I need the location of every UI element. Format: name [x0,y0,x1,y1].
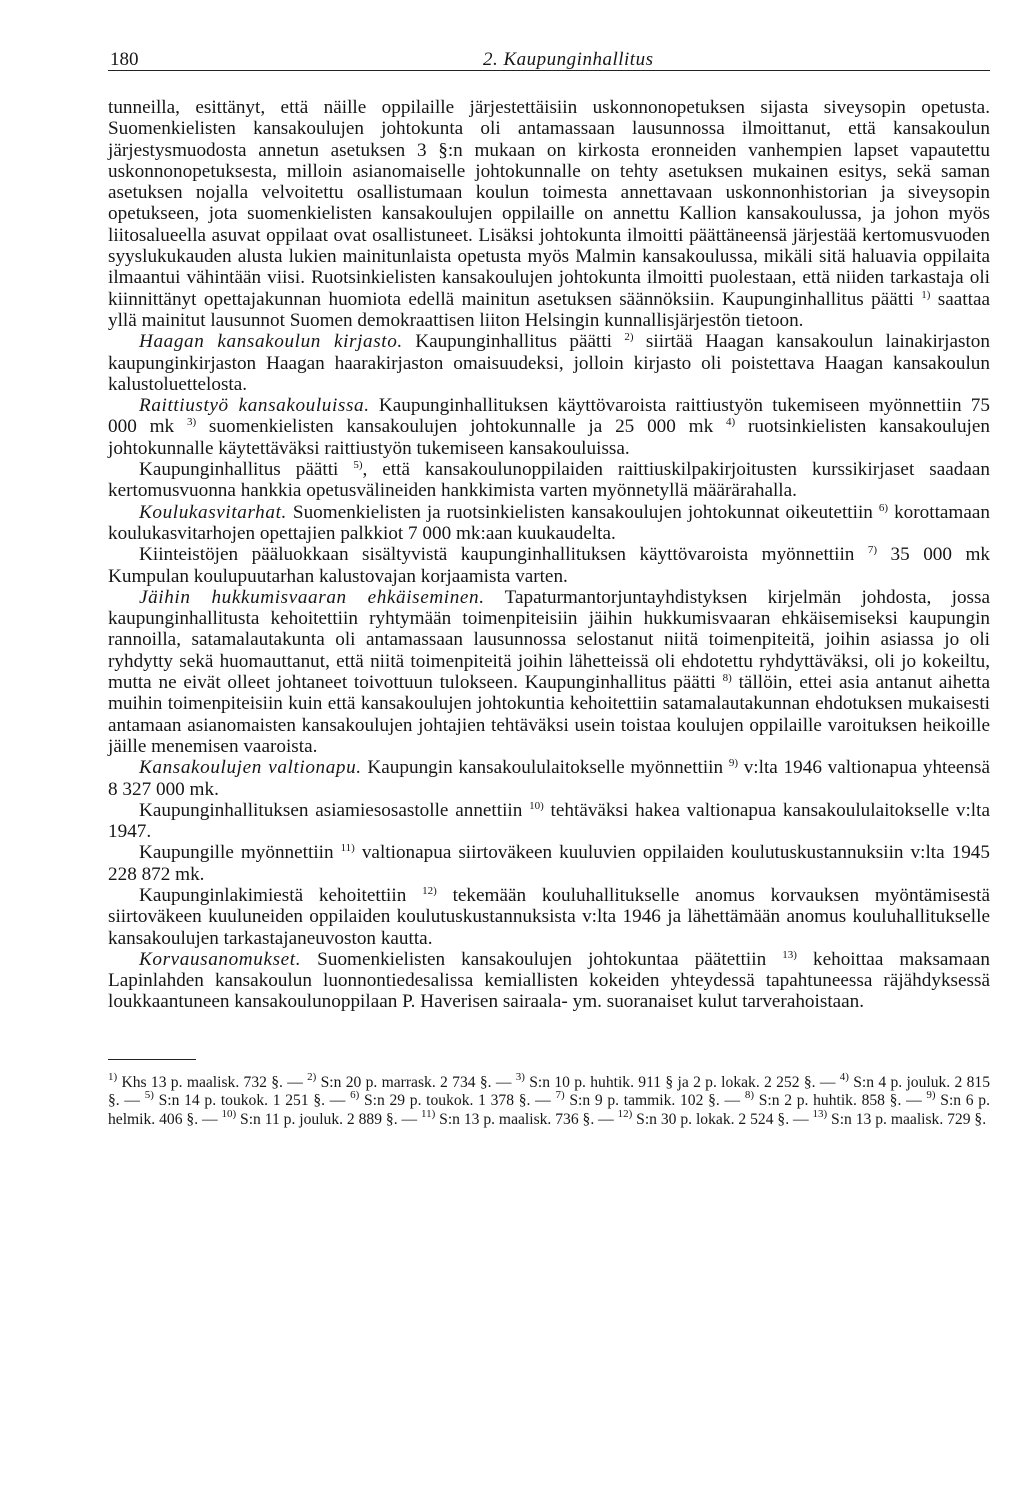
footnote-paragraph [108,1070,991,1130]
text-run: S:n 2 p. huhtik. 858 §. — [753,1092,927,1110]
paragraph [108,885,990,949]
text-run: S:n 13 p. maalisk. 729 §. [827,1110,987,1128]
text-run: S:n 20 p. marrask. 2 734 §. — [316,1073,516,1091]
text-run: Kaupunginhallituksen asiamiesosastolle annettiin [139,799,530,821]
section-heading: Kansakoulujen valtionapu. [139,757,362,779]
running-head [108,38,990,71]
text-run: tekemään kouluhallitukselle anomus korvauksen myöntämisestä siirtoväkeen kuuluneiden oppilaiden koulutuskustannuksista v:lta 1946 ja lähettämään anomus kouluhallitukselle kansakoulujen tarkastajaneuvoston kautta. [108,884,990,949]
text-run: 35 000 mk Kumpulan koulupuutarhan kalustovajan korjaamista varten. [108,544,990,587]
footnote-ref: 13) [782,948,797,961]
text-run: Kaupungille myönnettiin [139,842,341,864]
text-run: Khs 13 p. maalisk. 732 §. — [117,1073,308,1091]
text-run: kehoittaa maksamaan Lapinlahden kansakoulun luonnontiedesalissa kemiallisten kokeiden yhteydessä tapahtuneessa räjähdyksessä loukkaantuneen kansakoulunoppilaan P. Haverisen sairaala- ym. suoranaiset kulut tarverahoistaan. [108,948,990,1013]
text-run: S:n 9 p. tammik. 102 §. — [564,1092,745,1110]
footnote-ref: 9) [926,1089,936,1102]
paragraph [108,587,990,757]
paragraph [108,842,990,885]
text-run: suomenkielisten kansakoulujen johtokunnalle ja 25 000 mk [196,416,727,438]
footnote-divider [108,1059,196,1060]
text-run: Kaupunginhallituksen käyttövaroista raittiustyön tukemiseen myönnettiin 75 000 mk [108,395,990,438]
footnote-ref: 12) [422,884,437,897]
paragraph [108,949,990,1013]
text-run: Kaupunginhallitus päätti [139,459,354,481]
text-run: tehtäväksi hakea valtionapua kansakoululaitokselle v:lta 1947. [108,799,990,843]
section-title: 2. Kaupunginhallitus [483,49,654,70]
text-run: Kaupunginlakimiestä kehoitettiin [139,884,423,906]
text-run: korottamaan koulukasvitarhojen opettajien palkkiot 7 000 mk:aan kuukaudelta. [108,501,990,544]
footnote-ref: 13) [812,1107,828,1120]
footnote-ref: 5) [353,459,363,472]
footnote-ref: 2) [307,1070,317,1083]
paragraph [108,395,990,459]
footnote-ref: 5) [144,1089,154,1102]
footnote-ref: 11) [340,842,355,855]
text-run: S:n 14 p. toukok. 1 251 §. — [153,1092,351,1110]
text-run: S:n 13 p. maalisk. 736 §. — [435,1110,618,1128]
footnote-ref: 4) [839,1070,849,1083]
text-run: saattaa yllä mainitut lausunnot Suomen demokraattisen liiton Helsingin kunnallisjärjestön tietoon. [108,288,990,331]
section-heading: Raittiustyö kansakouluissa. [139,395,370,417]
footnote-ref: 8) [744,1089,754,1102]
footnote-ref: 1) [108,1070,118,1083]
footnote-ref: 12) [617,1107,633,1120]
section-heading: Jäihin hukkumisvaaran ehkäiseminen. [139,586,485,608]
text-run: v:lta 1946 valtionapua yhteensä 8 327 000 mk. [108,757,990,800]
text-run: S:n 11 p. jouluk. 2 889 §. — [236,1110,421,1128]
footnote-ref: 4) [726,416,736,429]
text-run: valtionapua siirtoväkeen kuuluvien oppilaiden koulutuskustannuksiin v:lta 1945 228 872 mk. [108,842,990,885]
footnote-ref: 1) [921,288,931,301]
page-number: 180 [110,49,139,70]
footnote-ref: 11) [420,1107,436,1120]
text-run: , että kansakoulunoppilaiden raittiuskilpakirjoitusten kurssikirjaset saadaan kertomusvuonna hankkia opetusvälineiden hankkimista varten myönnetyllä määrärahalla. [108,459,990,502]
paragraph [108,331,990,395]
text-run: Tapaturmantorjuntayhdistyksen kirjelmän johdosta, jossa kaupunginhallitusta kehoitettiin ryhtymään toimenpiteisiin jäihin hukkumisvaaran ehkäisemiseksi kaupungin rannoilla, satamalautakunta oli antamassaan lausunnossa selostanut niitä toimenpiteitä, joihin asiassa jo oli ryhdytty sekä huomauttanut, että niitä toimenpiteitä joihin lähetteissä oli ehdotettu ryhdyttäväksi, oli jo kokeiltu, mutta ne eivät olleet johtaneet toivottuun tulokseen. Kaupunginhallitus päätti [108,586,990,694]
text-run: Suomenkielisten ja ruotsinkielisten kansakoulujen johtokunnat oikeutettiin [286,501,879,523]
paragraph [108,544,990,587]
paragraph [108,97,990,331]
text-run: S:n 6 p. helmik. 406 §. — [108,1092,991,1128]
paragraph [108,800,990,843]
text-run: S:n 30 p. lokak. 2 524 §. — [632,1110,813,1128]
text-run: S:n 10 p. huhtik. 911 § ja 2 p. lokak. 2 252 §. — [524,1073,840,1091]
text-run: siirtää Haagan kansakoulun lainakirjaston kaupunginkirjaston Haagan haarakirjaston omaisuudeksi, jolloin kirjasto oli poistettava Haagan kansakoulun kalustoluettelosta. [108,331,990,395]
footnote-ref: 7) [867,544,878,557]
section-heading: Korvausanomukset. [139,948,302,970]
paragraph [108,757,990,800]
footnote-ref: 10) [221,1107,237,1120]
footnote-ref: 6) [878,501,889,514]
paragraph [108,502,990,545]
text-run: Kaupungin kansakoululaitokselle myönnettiin [361,757,729,779]
footnote-ref: 3) [515,1070,525,1083]
body-text [108,97,990,1013]
text-run: Kaupunginhallitus päätti [402,331,625,353]
text-run: tunneilla, esittänyt, että näille oppilaille järjestettäisiin uskonnonopetuksen sijasta siveysopin opetusta. Suomenkielisten kansakoulujen johtokunta oli antamassaan lausunnossa ilmoittanut, että kansakoulun järjestysmuodosta annetun asetuksen 3 §:n mukaan on kirkosta eronneiden vanhempien lapset vapautettu uskonnonopetuksesta, milloin asianomaiselle johtokunnalle on tehty asetuksen mukainen esitys, sekä saman asetuksen nojalla velvoitettu osallistumaan koulun toimesta annettavaan uskonnonhistorian ja siveysopin opetukseen, jota suomenkielisten kansakoulujen oppilaille on annettu Kallion kansakoulussa, ja johon myös liitosalueella asuvat oppilaat ovat osallistuneet. Lisäksi johtokunta ilmoitti päättäneensä järjestää kertomusvuoden syyslukukauden alusta lukien mainitunlaista opetusta myös Malmin kansakoulussa, mikäli sitä haluavia oppilaita ilmaantui vähintään viisi. Ruotsinkielisten kansakoulujen johtokunta ilmoitti puolestaan, että niiden tarkastaja oli kiinnittänyt opettajakunnan huomiota edellä mainitun asetuksen säännöksiin. Kaupunginhallitus päätti [108,97,990,310]
text-run: S:n 4 p. jouluk. 2 815 §. — [108,1073,990,1110]
text-run: Kiinteistöjen pääluokkaan sisältyvistä kaupunginhallituksen käyttövaroista myönnettiin [139,544,868,566]
text-run: tällöin, ettei asia antanut aihetta muihin toimenpiteisiin kuin että kansakoulujen johtokuntia kehoitettiin satamalautakunnan ehdotuksen mukaisesti antamaan asianomaisten kansakoulujen johtajien tehtäväksi usein toistaa koulujen oppilaille varoituksen heikoille jäille menemisen vaaroista. [108,672,990,757]
footnote-ref: 9) [728,757,738,770]
footnote-ref: 7) [555,1089,565,1102]
text-run: ruotsinkielisten kansakoulujen johtokunnalle käytettäväksi raittiustyön tukemiseen kansakouluissa. [108,416,990,459]
document-page [108,38,990,1130]
footnote-ref: 6) [350,1089,360,1102]
footnote-ref: 2) [624,331,634,344]
paragraph [108,459,990,502]
text-run: Suomenkielisten kansakoulujen johtokuntaa päätettiin [301,948,783,970]
footnotes [108,1070,991,1130]
section-heading: Haagan kansakoulun kirjasto. [139,331,403,353]
footnote-ref: 3) [186,416,197,429]
footnote-ref: 10) [529,799,544,812]
section-heading: Koulukasvitarhat. [139,501,287,523]
footnote-ref: 8) [722,672,732,685]
text-run: S:n 29 p. toukok. 1 378 §. — [359,1092,556,1110]
